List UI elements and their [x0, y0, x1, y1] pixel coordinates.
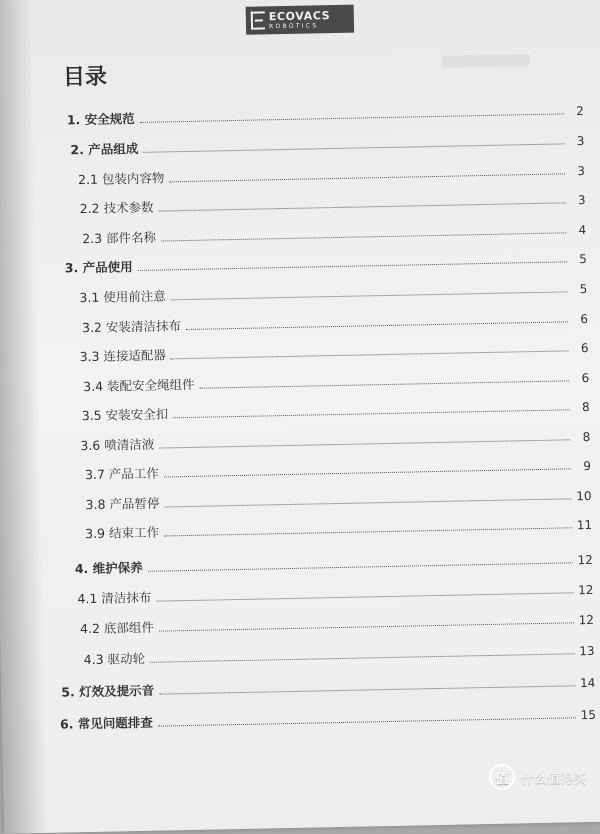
- toc-row: [67, 98, 584, 128]
- toc-row: [82, 306, 588, 336]
- toc-dot-leader: [169, 173, 565, 182]
- toc-page-number: 13: [579, 643, 595, 659]
- toc-row: [82, 217, 586, 247]
- toc-row: [80, 424, 590, 454]
- binding-shadow: [0, 0, 48, 834]
- toc-row: [78, 158, 585, 188]
- toc-row: [61, 670, 595, 701]
- toc-entry-label: 3.2 安装清洁抹布: [81, 318, 182, 336]
- toc-page-number: 6: [580, 311, 589, 327]
- toc-row: [75, 547, 593, 577]
- toc-entry-label: 3.4 装配安全绳组件: [83, 376, 195, 395]
- toc-row: [60, 702, 596, 733]
- toc-row: [85, 453, 591, 483]
- toc-entry-label: 3.3 连接适配器: [79, 347, 167, 365]
- toc-dot-leader: [159, 622, 574, 631]
- toc-entry-label: 3.1 使用前注意: [79, 288, 166, 306]
- toc-page-number: 14: [579, 675, 596, 691]
- bleed-through-mark: [442, 54, 530, 68]
- toc-entry-label: 4.2 底部组件: [79, 619, 155, 637]
- toc-row: [85, 512, 592, 542]
- toc-row: [70, 128, 584, 158]
- logo-title: ECOVACS: [268, 8, 331, 23]
- toc-page-number: 12: [577, 582, 594, 598]
- toc-entry-label: 2.1 包装内容物: [77, 170, 165, 188]
- toc-page-number: 11: [576, 517, 593, 533]
- toc-page-number: 6: [580, 340, 589, 356]
- toc-entry-label: 3.8 产品暂停: [85, 495, 160, 513]
- toc-dot-leader: [200, 380, 570, 388]
- page-title: 目录: [62, 64, 108, 91]
- toc-entry-label: 2.3 部件名称: [82, 229, 157, 247]
- toc-dot-leader: [158, 717, 576, 726]
- toc-page-number: 3: [577, 163, 586, 179]
- toc-entry-label: 4.3 驱动轮: [83, 650, 146, 668]
- toc-dot-leader: [156, 592, 573, 601]
- toc-dot-leader: [159, 202, 566, 211]
- toc-entry-label: 2. 产品组成: [70, 140, 139, 158]
- toc-page-number: 8: [582, 429, 591, 445]
- toc-page-number: 12: [578, 612, 595, 628]
- watermark-badge-icon: 值: [489, 764, 515, 790]
- toc-row: [82, 394, 590, 424]
- toc-dot-leader: [171, 350, 569, 359]
- toc-row: [80, 607, 594, 637]
- toc-row: [77, 577, 593, 607]
- toc-entry-label: 3.7 产品工作: [84, 465, 159, 483]
- toc-page-number: 4: [578, 222, 587, 238]
- toc-dot-leader: [164, 527, 572, 536]
- toc-page-number: 9: [583, 458, 592, 474]
- toc-dot-leader: [171, 291, 568, 300]
- toc-dot-leader: [140, 113, 564, 123]
- watermark-text: 什么值得买: [520, 771, 586, 787]
- toc-dot-leader: [161, 232, 566, 241]
- toc-dot-leader: [173, 409, 570, 418]
- toc-dot-leader: [148, 562, 573, 572]
- toc-entry-label: 3.6 喷清洁液: [80, 436, 155, 454]
- toc-entry-label: 3.5 安装安全扣: [81, 406, 169, 424]
- toc-dot-leader: [159, 685, 575, 694]
- toc-row: [65, 246, 587, 276]
- toc-dot-leader: [159, 439, 570, 448]
- toc-page-number: 3: [576, 133, 585, 149]
- toc-page-number: 6: [581, 370, 590, 386]
- toc-dot-leader: [143, 143, 564, 152]
- toc-row: [79, 335, 588, 365]
- toc-page-number: 15: [580, 707, 597, 723]
- toc-entry-label: 4. 维护保养: [74, 559, 143, 577]
- toc-row: [83, 365, 589, 395]
- toc-entry-label: 3. 产品使用: [64, 259, 133, 276]
- toc-row: [79, 187, 585, 217]
- toc-page-number: 3: [577, 192, 586, 208]
- toc-entry-label: 6. 常见问题排查: [59, 714, 153, 732]
- toc-row: [85, 483, 591, 513]
- toc-entry-label: 1. 安全规范: [66, 111, 135, 128]
- toc-entry-label: 3.9 结束工作: [85, 524, 160, 542]
- toc-dot-leader: [186, 321, 568, 330]
- toc-entry-label: 4.1 清洁抹布: [77, 589, 152, 607]
- logo-subtitle: ROBOTICS: [268, 21, 319, 30]
- toc-entry-label: 5. 灯效及提示音: [61, 682, 155, 700]
- toc-page-number: 12: [577, 552, 593, 568]
- toc-page-number: 10: [576, 488, 592, 504]
- toc-page-number: 2: [576, 103, 584, 119]
- toc-dot-leader: [150, 653, 575, 663]
- watermark: [489, 764, 586, 790]
- toc-row: [83, 638, 594, 668]
- toc-row: [79, 276, 587, 306]
- toc-page-number: 5: [579, 281, 588, 297]
- ecovacs-logo: [246, 5, 355, 35]
- toc-dot-leader: [164, 498, 571, 507]
- toc-page-number: 5: [578, 251, 587, 267]
- toc-page-number: 8: [581, 399, 590, 415]
- ecovacs-logo-icon: [251, 11, 265, 29]
- toc-dot-leader: [164, 468, 571, 477]
- toc-entry-label: 2.2 技术参数: [79, 199, 154, 217]
- toc-dot-leader: [138, 261, 567, 271]
